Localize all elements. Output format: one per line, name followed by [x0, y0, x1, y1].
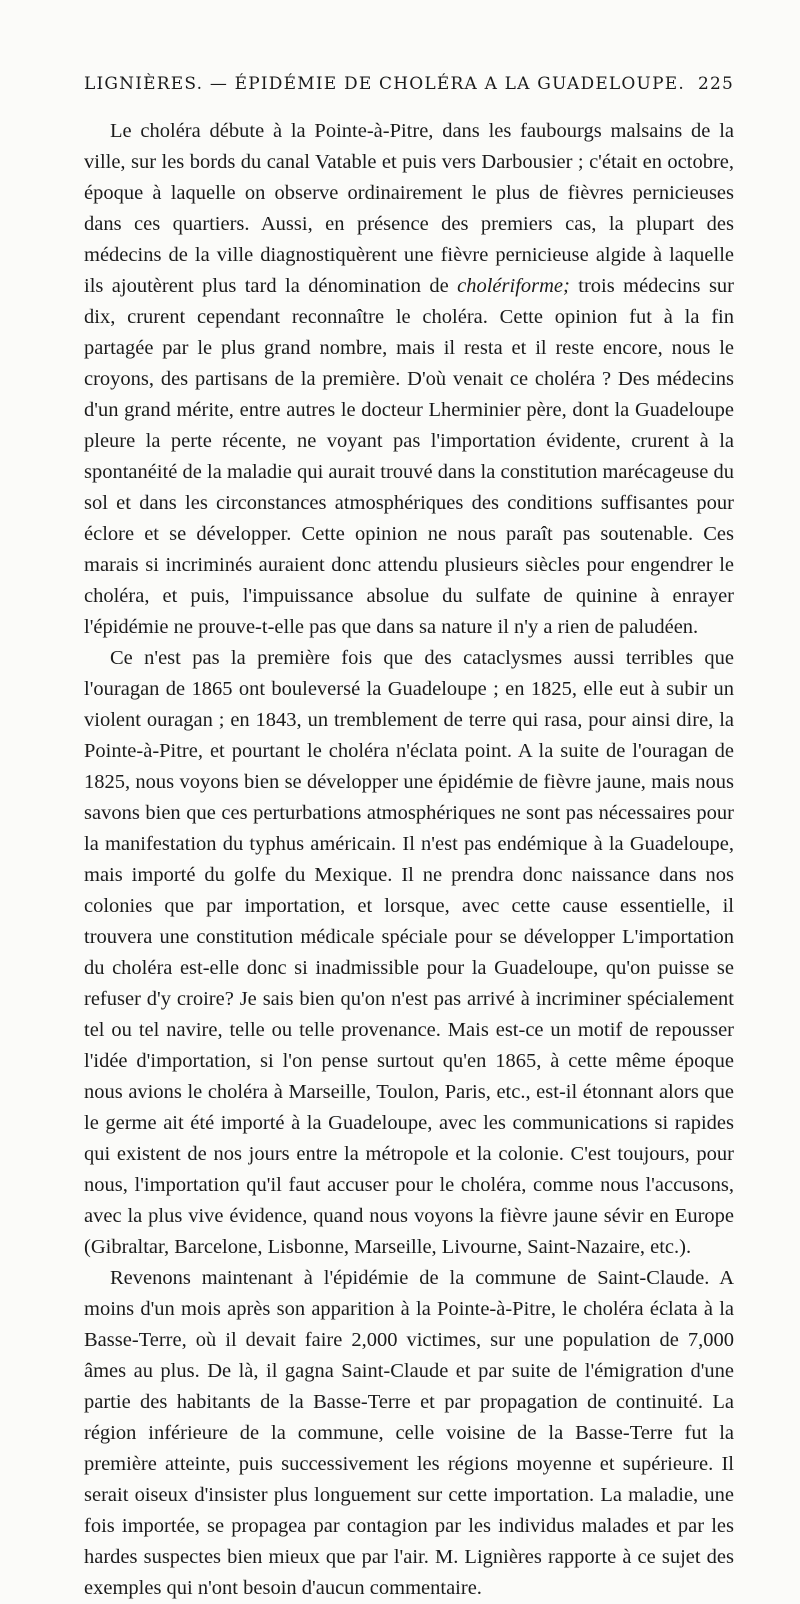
- paragraph-2: Ce n'est pas la première fois que des cataclysmes aussi terribles que l'ouragan de 1865 ont bouleversé la Guadeloupe ; en 1825, elle eut à subir un violent ouragan ; en 1843, un tremblement de terre qui rasa, pour ainsi dire, la Pointe-à-Pitre, et pourtant le choléra n'éclata point. A la suite de l'ouragan de 1825, nous voyons bien se développer une épidémie de fièvre jaune, mais nous savons bien que ces perturbations atmosphériques ne sont pas nécessaires pour la manifestation du typhus américain. Il n'est pas endémique à la Guadeloupe, mais importé du golfe du Mexique. Il ne prendra donc naissance dans nos colonies que par importation, et lorsque, avec cette cause essentielle, il trouvera une constitution médicale spéciale pour se développer L'importation du choléra est-elle donc si inadmissible pour la Guadeloupe, qu'on puisse se refuser d'y croire? Je sais bien qu'on n'est pas arrivé à incriminer spécialement tel ou tel navire, telle ou telle provenance. Mais est-ce un motif de repousser l'idée d'importation, si l'on pense surtout qu'en 1865, à cette même époque nous avions le choléra à Marseille, Toulon, Paris, etc., est-il étonnant alors que le germe ait été importé à la Guadeloupe, avec les communications si rapides qui existent de nos jours entre la métropole et la colonie. C'est toujours, pour nous, l'importation qu'il faut accuser pour le choléra, comme nous l'accusons, avec la plus vive évidence, quand nous voyons la fièvre jaune sévir en Europe (Gibraltar, Barcelone, Lisbonne, Marseille, Livourne, Saint-Nazaire, etc.).: [84, 647, 734, 1258]
- paragraph-1-text-a: Le choléra débute à la Pointe-à-Pitre, dans les faubourgs malsains de la ville, sur les bords du canal Vatable et puis vers Darbousier ; c'était en octobre, époque à laquelle on observe ordinairement le plus de fièvres pernicieuses dans ces quartiers. Aussi, en présence des premiers cas, la plupart des médecins de la ville diagnostiquèrent une fièvre pernicieuse algide à laquelle ils ajoutèrent plus tard la dénomination de: [84, 120, 734, 297]
- paragraph-1-text-b: trois médecins sur dix, crurent cependant reconnaître le choléra. Cette opinion fut à la fin partagée par le plus grand nombre, mais il resta et il reste encore, nous le croyons, des partisans de la première. D'où venait ce choléra ? Des médecins d'un grand mérite, entre autres le docteur Lherminier père, dont la Guadeloupe pleure la perte récente, ne voyant pas l'importation évidente, crurent à la spontanéité de la maladie qui aurait trouvé dans la constitution marécageuse du sol et dans les circonstances atmosphériques des conditions suffisantes pour éclore et se développer. Cette opinion ne nous paraît pas soutenable. Ces marais si incriminés auraient donc attendu plusieurs siècles pour engendrer le choléra, et puis, l'impuissance absolue du sulfate de quinine à enrayer l'épidémie ne prouve-t-elle pas que dans sa nature il n'y a rien de paludéen.: [84, 275, 735, 638]
- running-head: [84, 74, 734, 94]
- page-number: 225: [697, 74, 734, 94]
- paragraph-1: [84, 116, 734, 643]
- article-body: [84, 116, 734, 1604]
- paragraph-3: Revenons maintenant à l'épidémie de la commune de Saint-Claude. A moins d'un mois après son apparition à la Pointe-à-Pitre, le choléra éclata à la Basse-Terre, où il devait faire 2,000 victimes, sur une population de 7,000 âmes au plus. De là, il gagna Saint-Claude et par suite de l'émigration d'une partie des habitants de la Basse-Terre et par propagation de continuité. La région inférieure de la commune, celle voisine de la Basse-Terre fut la première atteinte, puis successivement les régions moyenne et supérieure. Il serait oiseux d'insister plus longuement sur cette importation. La maladie, une fois importée, se propagea par contagion par les individus malades et par les hardes suspectes bien mieux que par l'air. M. Lignières rapporte à ce sujet des exemples qui n'ont besoin d'aucun commentaire.: [84, 1267, 734, 1599]
- running-title: LIGNIÈRES. — ÉPIDÉMIE DE CHOLÉRA A LA GUADELOUPE.: [84, 74, 685, 94]
- paragraph-1-emphasis: cholériforme;: [457, 275, 570, 297]
